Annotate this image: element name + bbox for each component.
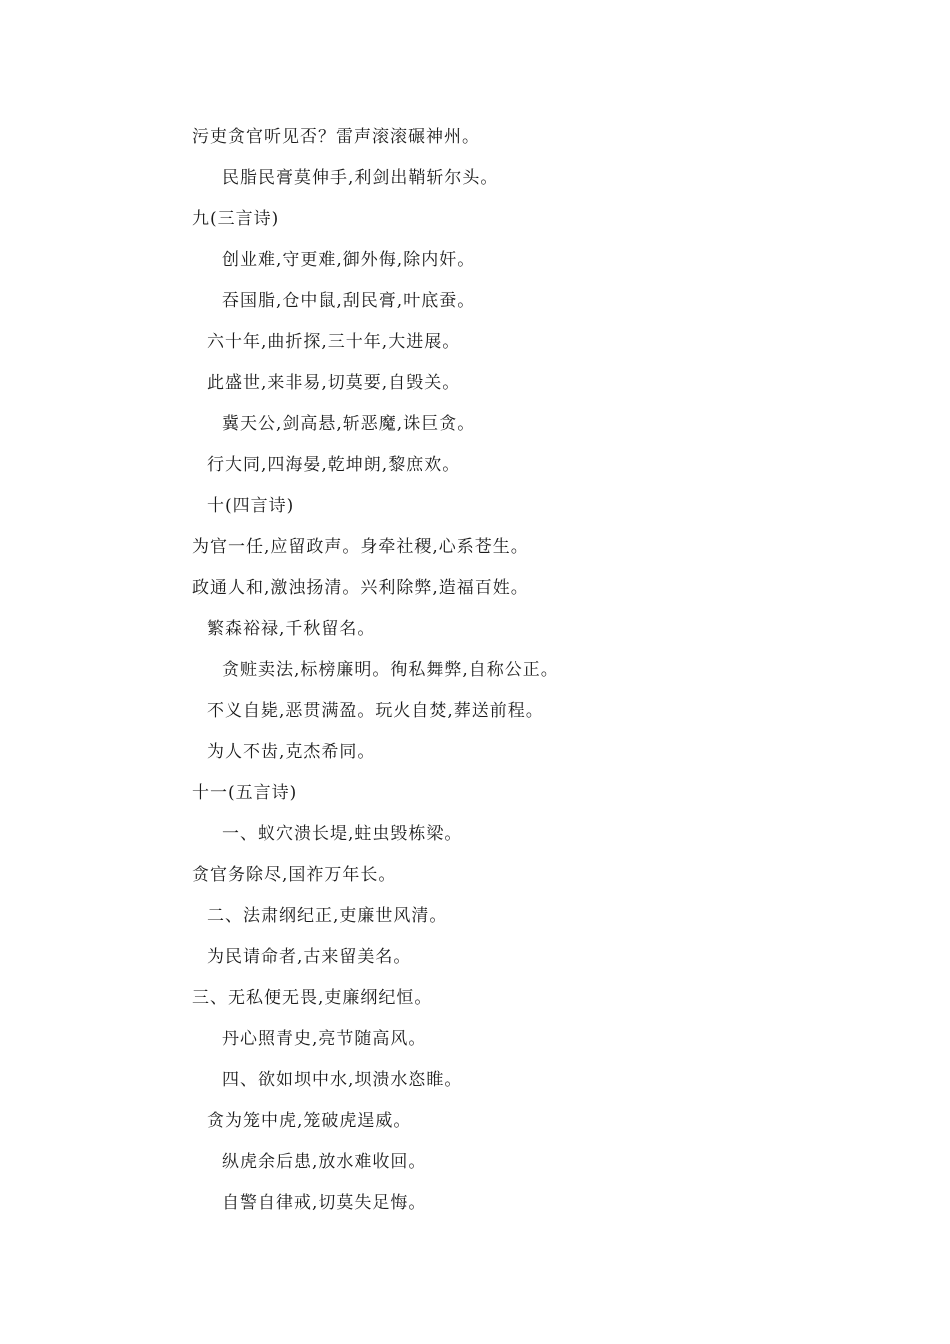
text-line: 不义自毙,恶贯满盈。玩火自焚,葬送前程。 <box>207 701 544 721</box>
text-line: 为官一任,应留政声。身牵社稷,心系苍生。 <box>192 537 529 557</box>
text-line: 创业难,守更难,御外侮,除内奸。 <box>222 250 476 270</box>
text-line: 民脂民膏莫伸手,利剑出鞘斩尔头。 <box>222 168 499 188</box>
text-line: 政通人和,激浊扬清。兴利除弊,造福百姓。 <box>192 578 529 598</box>
text-line: 四、欲如坝中水,坝溃水恣睢。 <box>222 1070 463 1090</box>
text-line: 为人不齿,克杰希同。 <box>207 742 376 762</box>
section-heading: 十一(五言诗) <box>192 783 298 803</box>
text-line: 贪为笼中虎,笼破虎逞威。 <box>207 1111 412 1131</box>
text-line: 行大同,四海晏,乾坤朗,黎庶欢。 <box>207 455 461 475</box>
section-heading: 十(四言诗) <box>207 496 295 516</box>
section-heading: 九(三言诗) <box>192 209 280 229</box>
text-line: 冀天公,剑高悬,斩恶魔,诛巨贪。 <box>222 414 476 434</box>
text-line: 三、无私便无畏,吏廉纲纪恒。 <box>192 988 433 1008</box>
text-line: 六十年,曲折探,三十年,大进展。 <box>207 332 461 352</box>
text-line: 丹心照青史,亮节随高风。 <box>222 1029 427 1049</box>
text-line: 二、法肃纲纪正,吏廉世风清。 <box>207 906 448 926</box>
text-line: 此盛世,来非易,切莫要,自毁关。 <box>207 373 461 393</box>
text-line: 繁森裕禄,千秋留名。 <box>207 619 376 639</box>
text-line: 贪赃卖法,标榜廉明。徇私舞弊,自称公正。 <box>222 660 559 680</box>
text-line: 一、蚁穴溃长堤,蛀虫毁栋梁。 <box>222 824 463 844</box>
text-line: 自警自律戒,切莫失足悔。 <box>222 1193 427 1213</box>
text-line: 污吏贪官听见否？雷声滚滚碾神州。 <box>192 127 480 147</box>
text-line: 纵虎余后患,放水难收回。 <box>222 1152 427 1172</box>
text-line: 吞国脂,仓中鼠,刮民膏,叶底蚕。 <box>222 291 476 311</box>
text-line: 贪官务除尽,国祚万年长。 <box>192 865 397 885</box>
text-line: 为民请命者,古来留美名。 <box>207 947 412 967</box>
